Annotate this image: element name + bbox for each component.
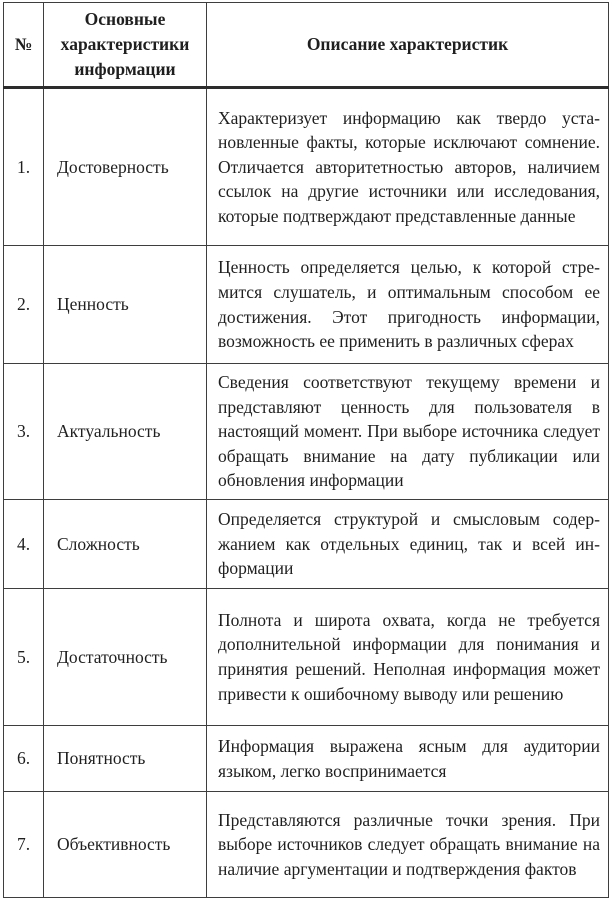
table-header: [4, 3, 609, 88]
table-row: [4, 364, 609, 500]
header-cell-number: №: [4, 3, 44, 88]
row-number: 6.: [4, 726, 44, 792]
table-row: [4, 726, 609, 792]
table-row: [4, 500, 609, 589]
characteristic-name: Объективность: [44, 792, 207, 898]
header-row: [4, 3, 609, 88]
characteristic-description: Информация выражена ясным для аудитории языком, легко воспринимается: [207, 726, 609, 792]
row-number: 2.: [4, 246, 44, 364]
characteristic-name: Достаточность: [44, 589, 207, 726]
characteristic-description: Определяется структурой и смысловым содержанием как отдельных единиц, так и всей информации: [207, 500, 609, 589]
characteristic-description: Полнота и широта охвата, когда не требуется дополнительной информации для понимания и принятия решений. Неполная информация может привести к ошибочному выводу или решению: [207, 589, 609, 726]
table-row: [4, 589, 609, 726]
header-cell-description: Описание характеристик: [207, 3, 609, 88]
characteristic-description: Ценность определяется целью, к которой стремится слушатель, и оптимальным способом ее достижения. Этот пригодность информации, возможность ее применить в различных сферах: [207, 246, 609, 364]
row-number: 5.: [4, 589, 44, 726]
characteristic-description: Представляются различные точки зрения. При выборе источников следует обращать внимание на наличие аргументации и подтверждения фактов: [207, 792, 609, 898]
table-body: [4, 88, 609, 898]
characteristic-name: Актуальность: [44, 364, 207, 500]
table-row: [4, 792, 609, 898]
characteristic-description: Сведения соответствуют текущему времени и представляют ценность для пользователя в настоящий момент. При выборе источника следует обращать внимание на дату публикации или обновления информации: [207, 364, 609, 500]
table-row: [4, 246, 609, 364]
row-number: 1.: [4, 88, 44, 246]
characteristic-description: Характеризует информацию как твердо установленные факты, которые исключают сомнение. Отличается авторитетностью авторов, наличием ссылок на другие источники или исследования, которые подтверждают представленные данные: [207, 88, 609, 246]
characteristic-name: Достоверность: [44, 88, 207, 246]
row-number: 7.: [4, 792, 44, 898]
row-number: 3.: [4, 364, 44, 500]
header-cell-characteristic: Основные характеристики информации: [44, 3, 207, 88]
information-characteristics-table: [3, 2, 609, 898]
characteristic-name: Ценность: [44, 246, 207, 364]
characteristic-name: Сложность: [44, 500, 207, 589]
characteristic-name: Понятность: [44, 726, 207, 792]
row-number: 4.: [4, 500, 44, 589]
table-row: [4, 88, 609, 246]
